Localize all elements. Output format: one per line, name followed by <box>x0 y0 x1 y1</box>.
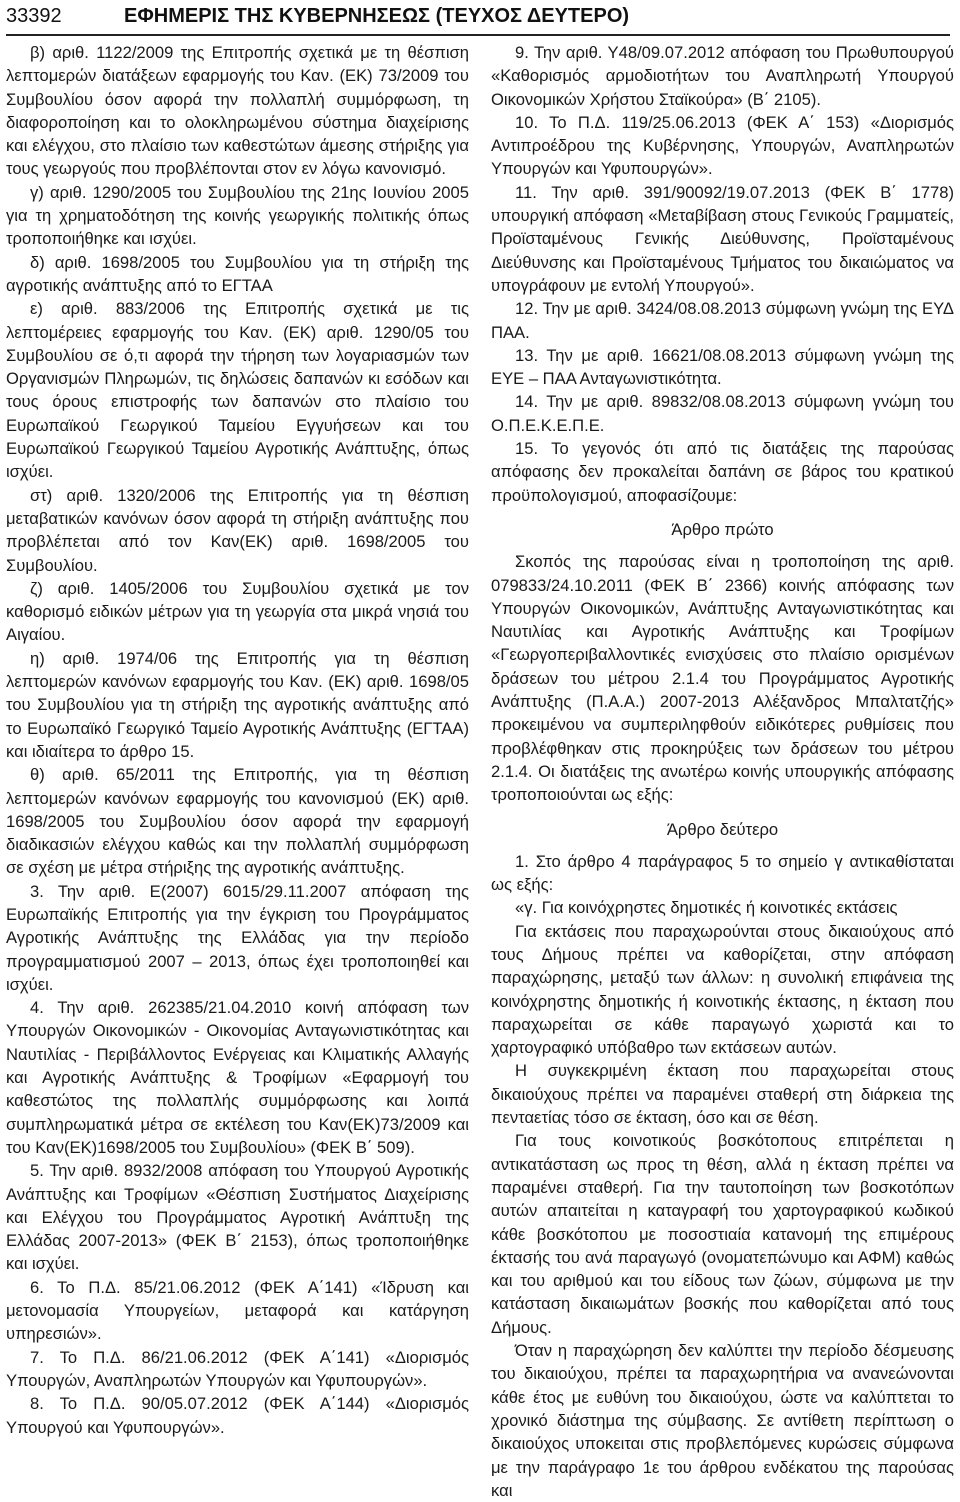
paragraph: 11. Την αριθ. 391/90092/19.07.2013 (ΦΕΚ Β΄ 1778) υπουργική απόφαση «Μεταβίβαση στους Γενικούς Γραμματείς, Προϊσταμένους Γενικής Διεύθυνσης, Προϊσταμένους Διεύθυνσης και Προϊσταμένους Τμήματος του δικαιώματος να υπογράφουν με εντολή Υπουργού». <box>491 182 954 295</box>
page-header <box>6 0 950 38</box>
paragraph: Για τους κοινοτικούς βοσκότοπους επιτρέπεται η αντικατάσταση ως προς τη θέση, αλλά η έκταση πρέπει να παραμένει σταθερή. Για την ταυτοποίηση των βοσκοτόπων αυτών απαιτείται η καταγραφή του χαρτογραφικού κωδικού κάθε βοσκότοπου με ποσοστιαία κατανομή της επιμέρους έκτασής του ανά παραγωγό (ονοματεπώνυμο και ΑΦΜ) καθώς και του αριθμού και του είδους των ζώων, σύμφωνα με την κατάσταση δικαιωμάτων βοσκής που καθορίζεται από τους Δήμους. <box>491 1131 954 1337</box>
article-1-text: Σκοπός της παρούσας είναι η τροποποίηση της αριθ. 079833/24.10.2011 (ΦΕΚ Β΄ 2366) κοινής απόφασης των Υπουργών Οικονομικών, Ανάπτυξης Ανταγωνιστικότητας και Ναυτιλίας και Αγροτικής Ανάπτυξης και Τροφίμων «Γεωργοπεριβαλλοντικές ενισχύσεις στο πλαίσιο ορισμένων δράσεων του μέτρου 2.1.4 του Προγράμματος Αγροτικής Ανάπτυξης (Π.Α.Α.) 2007-2013 Αλέξανδρος Μπαλτατζής» προκειμένου να συμπεριληφθούν ειδικότερες ρυθμίσεις που προβλέφθηκαν στις προκηρύξεις των δράσεων του μέτρου 2.1.4. Οι διατάξεις της ανωτέρω κοινής υπουργικής απόφασης τροποποιούνται ως εξής: <box>491 552 954 805</box>
paragraph: Η συγκεκριμένη έκταση που παραχωρείται στους δικαιούχους πρέπει να παραμένει σταθερή στη διάρκεια της πενταετίας τόσο σε έκταση, όσο και σε θέση. <box>491 1061 954 1128</box>
paragraph: ζ) αριθ. 1405/2006 του Συμβουλίου σχετικά με τον καθορισμό ειδικών μέτρων για τη γεωργία στα μικρά νησιά του Αιγαίου. <box>6 578 469 645</box>
paragraph: 8. Το Π.Δ. 90/05.07.2012 (ΦΕΚ Α΄144) «Διορισμός Υπουργού και Υφυπουργών». <box>6 1394 469 1437</box>
paragraph: 3. Την αριθ. Ε(2007) 6015/29.11.2007 απόφαση της Ευρωπαϊκής Επιτροπής για την έγκριση του Προγράμματος Αγροτικής Ανάπτυξης της Ελλάδας για την περίοδο προγραμματισμού 2007 – 2013, όπως έχει τροποποιηθεί και ισχύει. <box>6 881 469 994</box>
paragraph: 15. Το γεγονός ότι από τις διατάξεις της παρούσας απόφασης δεν προκαλείται δαπάνη σε βάρος του κρατικού προϋπολογισμού, αποφασίζουμε: <box>491 439 954 505</box>
paragraph: Όταν η παραχώρηση δεν καλύπτει την περίοδο δέσμευσης του δικαιούχου, πρέπει τα παραχωρητήρια να ανανεώνονται κάθε έτος με ευθύνη του δικαιούχου, ώστε να καλύπτεται το χρονικό διάστημα της σύμβασης. Σε αντίθετη περίπτωση ο δικαιούχος υποκειται στις προβλεπόμενες κυρώσεις σύμφωνα με την παράγραφο 1ε του άρθρου ενδέκατου της παρούσας και <box>491 1341 954 1500</box>
paragraph: β) αριθ. 1122/2009 της Επιτροπής σχετικά με τη θέσπιση λεπτομερών διατάξεων εφαρμογής του Καν. (ΕΚ) 73/2009 του Συμβουλίου όσον αφορά την πολλαπλή συμμόρφωση, τη διαφοροποίηση και το ολοκληρωμένου σύστημα διαχείρισης και ελέγχου, στο πλαίσιο των καθεστώτων άμεσης στήριξης για τους γεωργούς που προβλέπονται στον εν λόγω κανονισμό. <box>6 43 469 179</box>
paragraph: 12. Την με αριθ. 3424/08.08.2013 σύμφωνη γνώμη της ΕΥΔ ΠΑΑ. <box>491 299 954 342</box>
paragraph: 7. Το Π.Δ. 86/21.06.2012 (ΦΕΚ Α΄141) «Διορισμός Υπουργών, Αναπληρωτών Υπουργών και Υφυπουργών». <box>6 1347 469 1390</box>
right-column <box>491 41 954 1500</box>
paragraph: «γ. Για κοινόχρηστες δημοτικές ή κοινοτικές εκτάσεις <box>515 898 898 918</box>
left-column <box>6 41 469 1437</box>
paragraph: στ) αριθ. 1320/2006 της Επιτροπής για τη θέσπιση μεταβατικών κανόνων όσον αφορά τη στήριξη ανάπτυξης που προβλέπεται από τον Καν(ΕΚ) αριθ. 1698/2005 του Συμβουλίου. <box>6 485 469 575</box>
paragraph: 6. Το Π.Δ. 85/21.06.2012 (ΦΕΚ Α΄141) «Ίδρυση και μετονομασία Υπουργείων, μεταφορά και κατάργηση υπηρεσιών». <box>6 1277 469 1344</box>
paragraph: Για εκτάσεις που παραχωρούνται στους δικαιούχους από τους Δήμους πρέπει να καθορίζεται, στην απόφαση παραχώρησης, μεταξύ των άλλων: η συνολική επιφάνεια της κοινόχρηστης δημοτικής ή κοινοτικής έκτασης, η έκταση που παραχωρείται σε κάθε παραγωγό χωριστά και το χαρτογραφικό υπόβαθρο των εκτάσεων αυτών. <box>491 921 954 1058</box>
paragraph: 4. Την αριθ. 262385/21.04.2010 κοινή απόφαση των Υπουργών Οικονομικών - Οικονομίας Ανταγωνιστικότητας και Ναυτιλίας - Περιβάλλοντος Ενέργειας και Κλιματικής Αλλαγής και Αγροτικής Ανάπτυξης & Τροφίμων «Εφαρμογή του καθεστώτος της πολλαπλής συμμόρφωσης και λοιπά συμπληρωματικά μέτρα σε εκτέλεση του Καν(ΕΚ)73/2009 και του Καν(ΕΚ)1698/2005 του Συμβουλίου» (ΦΕΚ Β΄ 509). <box>6 998 469 1157</box>
paragraph: θ) αριθ. 65/2011 της Επιτροπής, για τη θέσπιση λεπτομερών κανόνων εφαρμογής του κανονισμού (ΕΚ) αριθ. 1698/2005 του Συμβουλίου όσον αφορά την εφαρμογή διαδικασιών ελέγχου καθώς και την πολλαπλή συμμόρφωση σε σχέση με μέτρα στήριξης της αγροτικής ανάπτυξης. <box>6 765 469 878</box>
paragraph: 13. Την με αριθ. 16621/08.08.2013 σύμφωνη γνώμη της ΕΥΕ – ΠΑΑ Ανταγωνιστικότητα. <box>491 345 954 389</box>
paragraph: 9. Την αριθ. Υ48/09.07.2012 απόφαση του Πρωθυπουργού «Καθορισμός αρμοδιοτήτων του Αναπληρωτή Υπουργού Οικονομικών Χρήστου Σταϊκούρα» (Β΄ 2105). <box>491 43 954 109</box>
article-2-heading: Άρθρο δεύτερο <box>666 819 779 839</box>
header-divider <box>6 34 950 36</box>
paragraph: 5. Την αριθ. 8932/2008 απόφαση του Υπουργού Αγροτικής Ανάπτυξης και Τροφίμων «Θέσπιση Συστήματος Διαχείρισης και Ελέγχου του Προγράμματος Αγροτική Ανάπτυξη της Ελλάδας 2007-2013» (ΦΕΚ Β΄ 2153), όπως τροποποιήθηκε και ισχύει. <box>6 1161 469 1274</box>
gazette-title: ΕΦΗΜΕΡΙΣ ΤΗΣ ΚΥΒΕΡΝΗΣΕΩΣ (ΤΕΥΧΟΣ ΔΕΥΤΕΡΟ) <box>124 5 630 27</box>
paragraph: 1. Στο άρθρο 4 παράγραφος 5 το σημείο γ αντικαθίσταται ως εξής: <box>491 851 954 895</box>
paragraph: η) αριθ. 1974/06 της Επιτροπής για τη θέσπιση λεπτομερών κανόνων εφαρμογής του Καν. (ΕΚ) αριθ. 1698/05 του Συμβουλίου για τη στήριξη της αγροτικής ανάπτυξης από το Ευρωπαϊκό Γεωργικό Ταμείο Αγροτικής Ανάπτυξης (ΕΓΤΑΑ) και ιδιαίτερα το άρθρο 15. <box>6 648 469 761</box>
paragraph: 10. Το Π.Δ. 119/25.06.2013 (ΦΕΚ Α΄ 153) «Διορισμός Αντιπροέδρου της Κυβέρνησης, Υπουργών, Αναπληρωτών Υπουργών και Υφυπουργών». <box>491 112 954 179</box>
paragraph: 14. Την με αριθ. 89832/08.08.2013 σύμφωνη γνώμη του Ο.Π.Ε.Κ.Ε.Π.Ε. <box>491 392 954 435</box>
paragraph: γ) αριθ. 1290/2005 του Συμβουλίου της 21ης Ιουνίου 2005 για τη χρηματοδότηση της κοινής γεωργικής πολιτικής όπως τροποποιήθηκε και ισχύει. <box>6 182 469 249</box>
article-1-heading: Άρθρο πρώτο <box>671 519 774 539</box>
page-number: 33392 <box>6 5 62 27</box>
paragraph: δ) αριθ. 1698/2005 του Συμβουλίου για τη στήριξη της αγροτικής ανάπτυξης από το ΕΓΤΑΑ <box>6 252 469 295</box>
paragraph: ε) αριθ. 883/2006 της Επιτροπής σχετικά με τις λεπτομέρειες εφαρμογής του Καν. (ΕΚ) αριθ. 1290/05 του Συμβουλίου σε ό,τι αφορά την τήρηση των λογαριασμών των Οργανισμών Πληρωμών, τις δηλώσεις δαπανών κι εσόδων και τους όρους επιστροφής των δαπανών στο πλαίσιο του Ευρωπαϊκού Γεωργικού Ταμείου Εγγυήσεων και του Ευρωπαϊκού Γεωργικού Ταμείου Αγροτικής Ανάπτυξης, όπως ισχύει. <box>6 299 469 482</box>
